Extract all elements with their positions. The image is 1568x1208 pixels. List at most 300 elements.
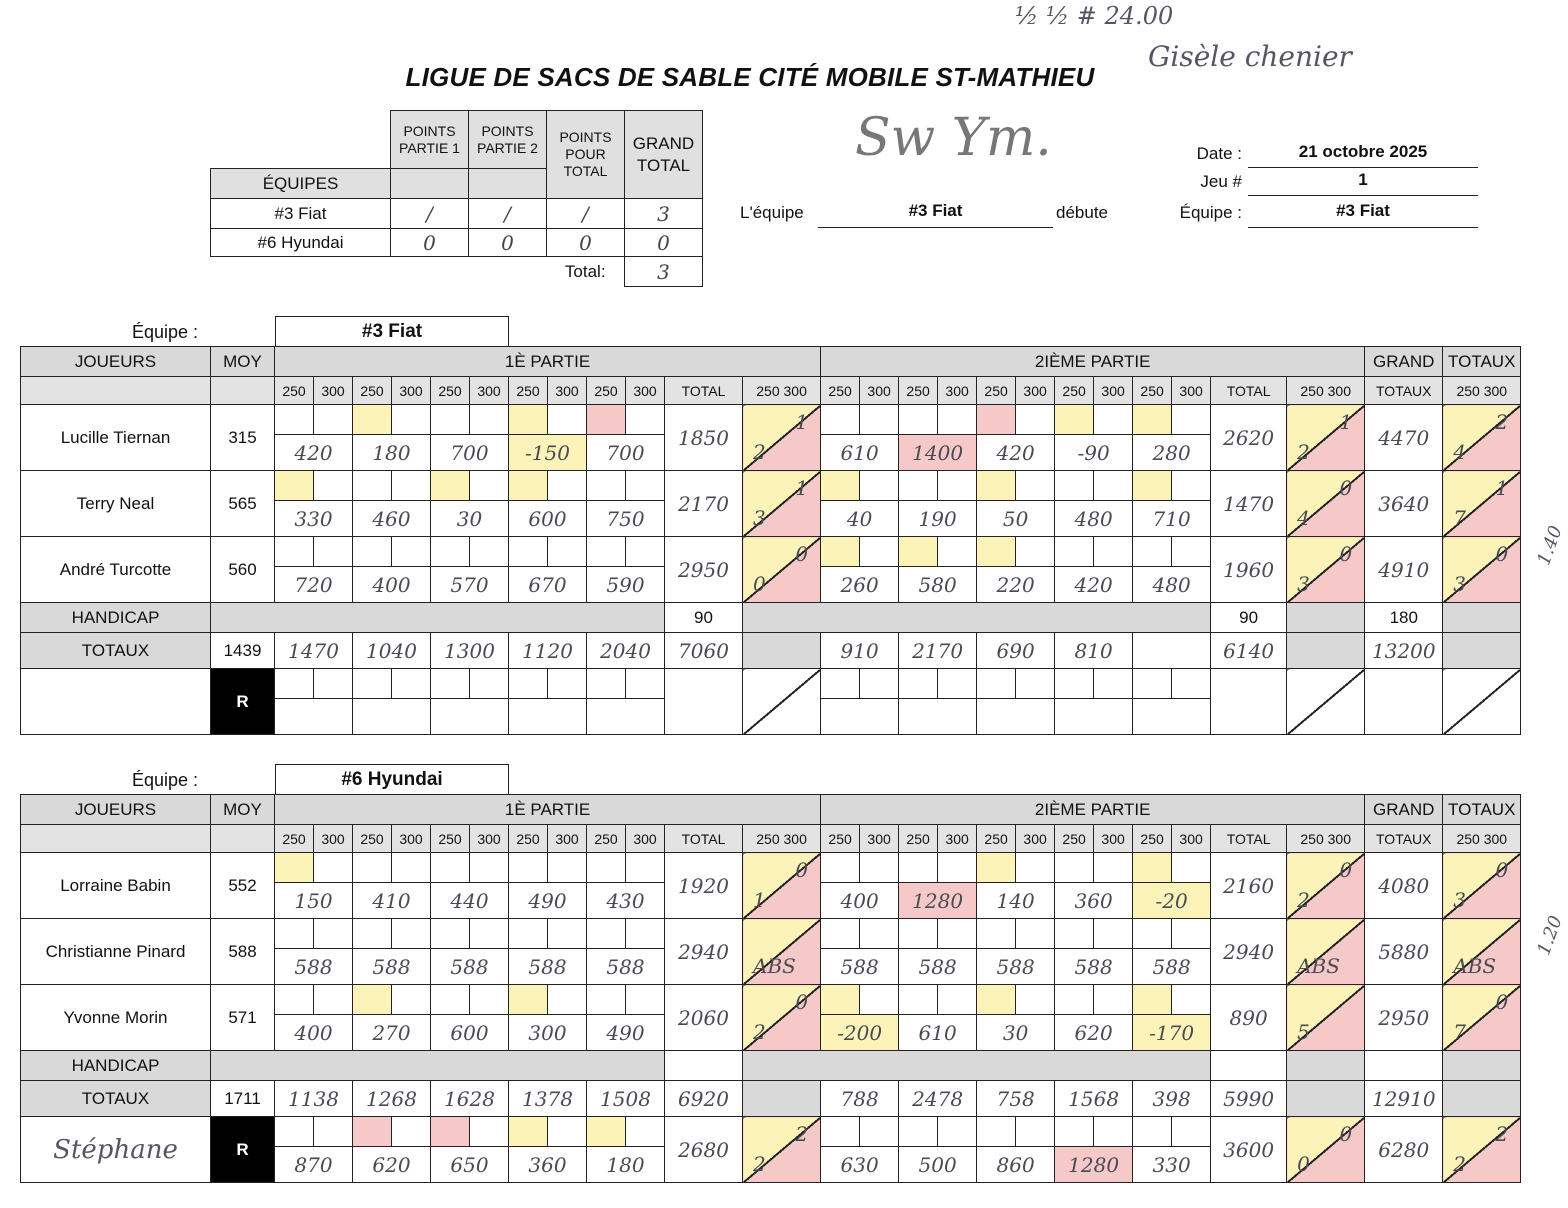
mark-300 bbox=[1172, 537, 1211, 567]
game2-score: 710 bbox=[1133, 501, 1211, 537]
game2-score: 1280 bbox=[899, 883, 977, 919]
mark-300 bbox=[860, 669, 899, 699]
player-name: André Turcotte bbox=[21, 537, 211, 603]
mark-250 bbox=[509, 853, 548, 883]
mark-300 bbox=[548, 1117, 587, 1147]
header-250: 250 bbox=[509, 377, 548, 405]
mark-250 bbox=[587, 853, 626, 883]
replacement-game2-total: 3600 bbox=[1211, 1117, 1287, 1183]
game2-score: 280 bbox=[1133, 435, 1211, 471]
totaux-game2: 690 bbox=[977, 633, 1055, 669]
mark-300 bbox=[1172, 1117, 1211, 1147]
game1-points: 2 1 bbox=[743, 405, 821, 471]
header-300: 300 bbox=[938, 825, 977, 853]
team-label: Équipe : bbox=[1179, 203, 1242, 222]
mark-250 bbox=[977, 471, 1016, 501]
mark-250 bbox=[977, 1117, 1016, 1147]
mark-300 bbox=[626, 985, 665, 1015]
replacement-game2-score: 330 bbox=[1133, 1147, 1211, 1183]
game1-score: 700 bbox=[587, 435, 665, 471]
header-300: 300 bbox=[1016, 377, 1055, 405]
header-points-total: POINTS POUR TOTAL bbox=[547, 111, 625, 199]
mark-300 bbox=[938, 669, 977, 699]
game1-score: 440 bbox=[431, 883, 509, 919]
header-300: 300 bbox=[938, 377, 977, 405]
game2-score: 610 bbox=[899, 1015, 977, 1051]
game2-points: 2 0 bbox=[1287, 853, 1365, 919]
header-250: 250 bbox=[353, 825, 392, 853]
mark-250 bbox=[1055, 405, 1094, 435]
game2-total: 1960 bbox=[1211, 537, 1287, 603]
game2-total: 2160 bbox=[1211, 853, 1287, 919]
mark-250 bbox=[899, 985, 938, 1015]
mark-250 bbox=[977, 985, 1016, 1015]
side-note-b: 1.20 bbox=[1533, 913, 1567, 958]
mark-250 bbox=[1055, 985, 1094, 1015]
totaux-game2: 1568 bbox=[1055, 1081, 1133, 1117]
mark-250 bbox=[1055, 919, 1094, 949]
mark-250 bbox=[431, 471, 470, 501]
game2-score: 190 bbox=[899, 501, 977, 537]
mark-300 bbox=[392, 985, 431, 1015]
game1-score: 460 bbox=[353, 501, 431, 537]
header-250: 250 bbox=[821, 825, 860, 853]
header-300: 300 bbox=[470, 377, 509, 405]
mark-300 bbox=[938, 919, 977, 949]
replacement-game2-score bbox=[899, 699, 977, 735]
header-250: 250 bbox=[1055, 377, 1094, 405]
mark-250 bbox=[353, 1117, 392, 1147]
game2-points: 5 bbox=[1287, 985, 1365, 1051]
game1-score: 420 bbox=[275, 435, 353, 471]
mark-250 bbox=[977, 669, 1016, 699]
header-300: 300 bbox=[1094, 825, 1133, 853]
game2-points: ABS bbox=[1287, 919, 1365, 985]
game2-score: 40 bbox=[821, 501, 899, 537]
handwritten-note: ½ ½ # 24.00 bbox=[1015, 2, 1174, 30]
replacement-game1-score: 650 bbox=[431, 1147, 509, 1183]
header-points-p1: POINTS PARTIE 1 bbox=[391, 111, 469, 169]
header-300: 300 bbox=[548, 825, 587, 853]
player-moy: 588 bbox=[211, 919, 275, 985]
total-points: 3 0 bbox=[1443, 853, 1521, 919]
game2-score: 480 bbox=[1055, 501, 1133, 537]
totaux-game2 bbox=[1133, 633, 1211, 669]
mark-300 bbox=[548, 405, 587, 435]
game1-points: 2 0 bbox=[743, 985, 821, 1051]
mark-250 bbox=[353, 537, 392, 567]
replacement-game1-score: 180 bbox=[587, 1147, 665, 1183]
replacement-game1-score bbox=[587, 699, 665, 735]
header-250: 250 bbox=[756, 830, 780, 847]
starts-after: débute bbox=[1056, 203, 1108, 222]
mark-300 bbox=[938, 985, 977, 1015]
mark-300 bbox=[470, 537, 509, 567]
score-sheet-fiat bbox=[20, 346, 1521, 735]
totaux-game2: 788 bbox=[821, 1081, 899, 1117]
mark-300 bbox=[548, 537, 587, 567]
mark-250 bbox=[977, 537, 1016, 567]
mark-250 bbox=[821, 985, 860, 1015]
total-points: 7 0 bbox=[1443, 985, 1521, 1051]
totaux-game1: 2040 bbox=[587, 633, 665, 669]
game1-score: 720 bbox=[275, 567, 353, 603]
game1-score: 400 bbox=[353, 567, 431, 603]
header-250: 250 bbox=[1300, 382, 1324, 399]
mark-300 bbox=[938, 1117, 977, 1147]
mark-250 bbox=[1133, 985, 1172, 1015]
game1-points: 0 0 bbox=[743, 537, 821, 603]
totaux-game1: 1300 bbox=[431, 633, 509, 669]
handicap-game1 bbox=[665, 1051, 743, 1081]
game2-total: 1470 bbox=[1211, 471, 1287, 537]
replacement-grand-total bbox=[1365, 669, 1443, 735]
header-300: 300 bbox=[626, 825, 665, 853]
header-grand-totaux: TOTAUX bbox=[1365, 377, 1443, 405]
summary-fiat-gt: 3 bbox=[625, 199, 703, 229]
header-250: 250 bbox=[353, 377, 392, 405]
game1-score: 588 bbox=[587, 949, 665, 985]
summary-fiat-p1: / bbox=[391, 199, 469, 229]
mark-250 bbox=[587, 919, 626, 949]
player-moy: 571 bbox=[211, 985, 275, 1051]
totaux-game2: 810 bbox=[1055, 633, 1133, 669]
mark-300 bbox=[392, 853, 431, 883]
totaux-moy: 1711 bbox=[211, 1081, 275, 1117]
mark-300 bbox=[1094, 405, 1133, 435]
mark-250 bbox=[821, 853, 860, 883]
mark-300 bbox=[1172, 405, 1211, 435]
totaux-grand: 13200 bbox=[1365, 633, 1443, 669]
mark-250 bbox=[509, 405, 548, 435]
mark-300 bbox=[860, 853, 899, 883]
mark-300 bbox=[860, 405, 899, 435]
mark-250 bbox=[1055, 853, 1094, 883]
mark-250 bbox=[1133, 471, 1172, 501]
grand-total: 3640 bbox=[1365, 471, 1443, 537]
header-250: 250 bbox=[1133, 825, 1172, 853]
mark-300 bbox=[1094, 985, 1133, 1015]
game2-score: 588 bbox=[899, 949, 977, 985]
player-name: Lorraine Babin bbox=[21, 853, 211, 919]
game2-score: 610 bbox=[821, 435, 899, 471]
mark-300 bbox=[392, 1117, 431, 1147]
mark-250 bbox=[587, 1117, 626, 1147]
player-moy: 552 bbox=[211, 853, 275, 919]
mark-300 bbox=[314, 853, 353, 883]
mark-300 bbox=[626, 537, 665, 567]
mark-300 bbox=[1094, 669, 1133, 699]
player-moy: 560 bbox=[211, 537, 275, 603]
mark-300 bbox=[392, 405, 431, 435]
mark-250 bbox=[899, 1117, 938, 1147]
summary-hyundai-gt: 0 bbox=[625, 229, 703, 257]
mark-300 bbox=[392, 471, 431, 501]
handicap-label: HANDICAP bbox=[21, 1051, 211, 1081]
mark-300 bbox=[470, 471, 509, 501]
summary-team-fiat: #3 Fiat bbox=[211, 199, 391, 229]
mark-250 bbox=[509, 669, 548, 699]
mark-250 bbox=[1133, 537, 1172, 567]
mark-300 bbox=[1016, 405, 1055, 435]
replacement-game1-total bbox=[665, 669, 743, 735]
totaux-game1-total: 6920 bbox=[665, 1081, 743, 1117]
header-total: TOTAL bbox=[665, 377, 743, 405]
game2-score: 30 bbox=[977, 1015, 1055, 1051]
replacement-game2-score bbox=[1055, 699, 1133, 735]
header-300: 300 bbox=[1483, 382, 1508, 399]
mark-300 bbox=[314, 985, 353, 1015]
mark-250 bbox=[353, 985, 392, 1015]
mark-300 bbox=[470, 985, 509, 1015]
header-moy: MOY bbox=[211, 347, 275, 377]
game2-score: 588 bbox=[977, 949, 1055, 985]
header-300: 300 bbox=[392, 377, 431, 405]
game1-total: 2060 bbox=[665, 985, 743, 1051]
mark-300 bbox=[1172, 853, 1211, 883]
summary-team-hyundai: #6 Hyundai bbox=[211, 229, 391, 257]
mark-250 bbox=[353, 853, 392, 883]
header-grand-totaux: TOTAUX bbox=[1365, 825, 1443, 853]
mark-300 bbox=[1094, 919, 1133, 949]
game1-score: 430 bbox=[587, 883, 665, 919]
mark-250 bbox=[509, 1117, 548, 1147]
summary-hyundai-p2: 0 bbox=[469, 229, 547, 257]
mark-300 bbox=[1172, 919, 1211, 949]
mark-300 bbox=[1094, 853, 1133, 883]
game2-score: 140 bbox=[977, 883, 1055, 919]
header-300: 300 bbox=[783, 830, 807, 847]
game1-points: ABS bbox=[743, 919, 821, 985]
mark-300 bbox=[860, 985, 899, 1015]
header-totaux: TOTAUX bbox=[1443, 347, 1521, 377]
starts-team: #3 Fiat bbox=[818, 201, 1053, 228]
header-250: 250 bbox=[756, 382, 780, 399]
mark-250 bbox=[431, 537, 470, 567]
header-moy: MOY bbox=[211, 795, 275, 825]
mark-250 bbox=[353, 919, 392, 949]
header-300: 300 bbox=[1016, 825, 1055, 853]
game1-total: 1850 bbox=[665, 405, 743, 471]
player-name: Christianne Pinard bbox=[21, 919, 211, 985]
header-250: 250 bbox=[1300, 830, 1324, 847]
mark-300 bbox=[860, 919, 899, 949]
summary-hyundai-p1: 0 bbox=[391, 229, 469, 257]
mark-300 bbox=[314, 471, 353, 501]
mark-300 bbox=[626, 919, 665, 949]
replacement-game1-score bbox=[509, 699, 587, 735]
game2-score: 580 bbox=[899, 567, 977, 603]
mark-250 bbox=[509, 537, 548, 567]
mark-250 bbox=[587, 471, 626, 501]
header-250: 250 bbox=[899, 377, 938, 405]
mark-250 bbox=[1055, 669, 1094, 699]
handicap-game1: 90 bbox=[665, 603, 743, 633]
header-300: 300 bbox=[860, 825, 899, 853]
game2-score: -90 bbox=[1055, 435, 1133, 471]
game2-total: 890 bbox=[1211, 985, 1287, 1051]
header-joueurs: JOUEURS bbox=[21, 347, 211, 377]
grand-total: 2950 bbox=[1365, 985, 1443, 1051]
mark-250 bbox=[1133, 853, 1172, 883]
game-value: 1 bbox=[1248, 170, 1478, 196]
total-points: 3 0 bbox=[1443, 537, 1521, 603]
totaux-game2: 2478 bbox=[899, 1081, 977, 1117]
team-value: #3 Fiat bbox=[1248, 201, 1478, 228]
mark-250 bbox=[1055, 537, 1094, 567]
header-250: 250 bbox=[587, 825, 626, 853]
total-points: ABS bbox=[1443, 919, 1521, 985]
total-points: 7 1 bbox=[1443, 471, 1521, 537]
header-equipes: ÉQUIPES bbox=[211, 169, 391, 199]
totaux-game1: 1268 bbox=[353, 1081, 431, 1117]
mark-250 bbox=[899, 537, 938, 567]
game2-points: 3 0 bbox=[1287, 537, 1365, 603]
header-300: 300 bbox=[1327, 830, 1351, 847]
game1-points: 3 1 bbox=[743, 471, 821, 537]
mark-250 bbox=[1133, 919, 1172, 949]
game2-score: 360 bbox=[1055, 883, 1133, 919]
game1-score: 750 bbox=[587, 501, 665, 537]
mark-300 bbox=[314, 919, 353, 949]
header-total: TOTAL bbox=[1211, 377, 1287, 405]
mark-300 bbox=[314, 669, 353, 699]
replacement-game2-points bbox=[1287, 669, 1365, 735]
game1-score: 588 bbox=[431, 949, 509, 985]
mark-300 bbox=[392, 537, 431, 567]
mark-250 bbox=[275, 471, 314, 501]
mark-250 bbox=[431, 669, 470, 699]
summary-total-label: Total: bbox=[564, 261, 606, 281]
mark-250 bbox=[275, 853, 314, 883]
header-250: 250 bbox=[275, 825, 314, 853]
player-name: Lucille Tiernan bbox=[21, 405, 211, 471]
mark-250 bbox=[899, 919, 938, 949]
replacement-game1-points: 2 2 bbox=[743, 1117, 821, 1183]
score-sheet-hyundai bbox=[20, 794, 1521, 1183]
header-300: 300 bbox=[314, 825, 353, 853]
game1-score: 330 bbox=[275, 501, 353, 537]
mark-300 bbox=[548, 669, 587, 699]
mark-250 bbox=[275, 669, 314, 699]
header-joueurs: JOUEURS bbox=[21, 795, 211, 825]
mark-300 bbox=[470, 405, 509, 435]
mark-300 bbox=[548, 853, 587, 883]
side-note-a: 1.40 bbox=[1533, 523, 1567, 568]
date-label: Date : bbox=[1196, 144, 1242, 163]
grand-total: 4470 bbox=[1365, 405, 1443, 471]
game1-score: 588 bbox=[509, 949, 587, 985]
grand-total: 4910 bbox=[1365, 537, 1443, 603]
mark-300 bbox=[1172, 471, 1211, 501]
mark-250 bbox=[431, 985, 470, 1015]
mark-300 bbox=[1172, 985, 1211, 1015]
totaux-game1: 1378 bbox=[509, 1081, 587, 1117]
header-250: 250 bbox=[1456, 830, 1480, 847]
header-250: 250 bbox=[1133, 377, 1172, 405]
totaux-game2: 2170 bbox=[899, 633, 977, 669]
player-moy: 315 bbox=[211, 405, 275, 471]
game-label: Jeu # bbox=[1200, 172, 1242, 191]
game1-score: 30 bbox=[431, 501, 509, 537]
replacement-name: Stéphane bbox=[21, 1117, 211, 1183]
header-250: 250 bbox=[431, 377, 470, 405]
mark-300 bbox=[548, 985, 587, 1015]
mark-250 bbox=[587, 405, 626, 435]
game1-score: 490 bbox=[587, 1015, 665, 1051]
game1-total: 2170 bbox=[665, 471, 743, 537]
replacement-game1-points bbox=[743, 669, 821, 735]
header-300: 300 bbox=[626, 377, 665, 405]
replacement-game1-score: 620 bbox=[353, 1147, 431, 1183]
mark-250 bbox=[899, 853, 938, 883]
date-value: 21 octobre 2025 bbox=[1248, 142, 1478, 168]
header-300: 300 bbox=[1327, 382, 1351, 399]
mark-250 bbox=[821, 537, 860, 567]
mark-250 bbox=[899, 471, 938, 501]
replacement-game2-points: 0 0 bbox=[1287, 1117, 1365, 1183]
replacement-r: R bbox=[211, 1117, 275, 1183]
game1-score: 600 bbox=[431, 1015, 509, 1051]
header-250: 250 bbox=[1456, 382, 1480, 399]
replacement-game2-score: 630 bbox=[821, 1147, 899, 1183]
mark-300 bbox=[548, 919, 587, 949]
header-grand: GRAND bbox=[1365, 347, 1443, 377]
mark-300 bbox=[470, 853, 509, 883]
totaux-game2: 910 bbox=[821, 633, 899, 669]
header-250: 250 bbox=[1055, 825, 1094, 853]
header-300: 300 bbox=[314, 377, 353, 405]
page-title: LIGUE DE SACS DE SABLE CITÉ MOBILE ST-MATHIEU bbox=[405, 62, 1095, 92]
header-grand-total: GRAND TOTAL bbox=[625, 111, 703, 199]
game2-score: 620 bbox=[1055, 1015, 1133, 1051]
summary-total-value: 3 bbox=[625, 257, 703, 287]
replacement-game1-score: 870 bbox=[275, 1147, 353, 1183]
mark-300 bbox=[1016, 471, 1055, 501]
game2-score: 420 bbox=[1055, 567, 1133, 603]
mark-250 bbox=[353, 471, 392, 501]
summary-fiat-p2: / bbox=[469, 199, 547, 229]
mark-300 bbox=[1016, 985, 1055, 1015]
mark-250 bbox=[431, 853, 470, 883]
replacement-total-points bbox=[1443, 669, 1521, 735]
mark-300 bbox=[860, 471, 899, 501]
replacement-game1-score bbox=[353, 699, 431, 735]
header-total: TOTAL bbox=[665, 825, 743, 853]
game1-score: 180 bbox=[353, 435, 431, 471]
replacement-total-points: 2 2 bbox=[1443, 1117, 1521, 1183]
mark-250 bbox=[977, 919, 1016, 949]
totaux-game1-total: 7060 bbox=[665, 633, 743, 669]
mark-300 bbox=[1016, 537, 1055, 567]
mark-250 bbox=[821, 669, 860, 699]
mark-250 bbox=[509, 471, 548, 501]
totaux-game2-total: 5990 bbox=[1211, 1081, 1287, 1117]
game1-total: 2940 bbox=[665, 919, 743, 985]
game1-score: 588 bbox=[275, 949, 353, 985]
mark-250 bbox=[275, 537, 314, 567]
mark-300 bbox=[314, 537, 353, 567]
replacement-game2-score: 1280 bbox=[1055, 1147, 1133, 1183]
game2-points: 4 0 bbox=[1287, 471, 1365, 537]
game1-points: 1 0 bbox=[743, 853, 821, 919]
mark-300 bbox=[1016, 1117, 1055, 1147]
mark-300 bbox=[1016, 853, 1055, 883]
replacement-game2-score: 500 bbox=[899, 1147, 977, 1183]
header-250: 250 bbox=[509, 825, 548, 853]
totaux-moy: 1439 bbox=[211, 633, 275, 669]
mark-250 bbox=[821, 919, 860, 949]
